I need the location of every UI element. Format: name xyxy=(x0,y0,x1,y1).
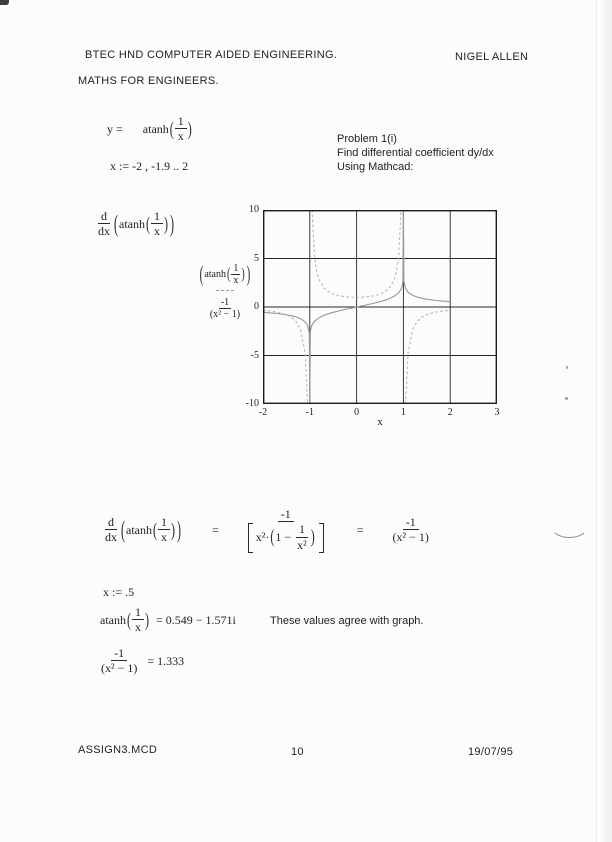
scan-edge-line xyxy=(596,0,597,842)
numerator: 1 xyxy=(158,516,170,530)
denominator: x xyxy=(233,275,239,287)
atanh-fn: atanh xyxy=(100,613,126,628)
numerator: 1 xyxy=(175,115,187,129)
x-tick-label: 3 xyxy=(494,407,500,418)
close-paren: ) xyxy=(246,262,251,288)
open-paren: ( xyxy=(121,514,125,544)
header-subject: MATHS FOR ENGINEERS. xyxy=(78,75,219,87)
denominator xyxy=(245,522,327,552)
numerator: -1 xyxy=(403,516,419,530)
open-paren: ( xyxy=(127,608,131,631)
footer-page-number: 10 xyxy=(291,746,304,758)
close-paren: ) xyxy=(171,518,175,541)
numerator: d xyxy=(105,516,117,530)
atanh-fn: atanh xyxy=(142,122,169,137)
problem-statement xyxy=(337,132,494,174)
d-over-dx xyxy=(95,210,113,239)
one-minus: 1 − xyxy=(275,530,292,545)
d-over-dx xyxy=(102,516,120,545)
x-tick-label: 1 xyxy=(400,407,406,418)
scan-speck xyxy=(565,397,568,400)
numerator: 1 xyxy=(296,523,308,537)
fraction-1-over-x xyxy=(158,516,170,545)
equation-y-definition xyxy=(107,115,193,144)
denominator: x xyxy=(177,129,184,144)
atanh-expression xyxy=(143,115,193,144)
denominator: (x² − 1) xyxy=(101,661,138,676)
header-course: BTEC HND COMPUTER AIDED ENGINEERING. xyxy=(85,49,338,61)
scan-edge-shading xyxy=(599,0,612,842)
denominator: x² xyxy=(297,537,307,552)
x-tick-label: -2 xyxy=(258,407,268,418)
equation-derivative-operator xyxy=(95,210,175,239)
denominator: x xyxy=(154,224,160,239)
problem-line1: Problem 1(i) xyxy=(337,133,397,145)
equals-sign: = xyxy=(356,522,364,537)
close-paren: ) xyxy=(164,212,168,235)
x-tick-label: -1 xyxy=(305,407,314,418)
trace1-expression xyxy=(199,263,252,287)
close-paren: ) xyxy=(241,266,245,284)
agreement-note: These values agree with graph. xyxy=(270,615,424,627)
y-lhs: y = xyxy=(107,122,123,137)
fraction-1-over-x xyxy=(231,263,240,287)
intermediate-fraction xyxy=(245,508,327,553)
equation-fraction-evaluation xyxy=(98,647,184,676)
atanh-fn: atanh xyxy=(119,217,145,232)
close-paren: ) xyxy=(187,117,192,140)
footer-filename: ASSIGN3.MCD xyxy=(78,744,158,756)
denominator: dx xyxy=(105,530,117,545)
evaluation-result: = 1.333 xyxy=(147,654,185,669)
evaluation-result: = 0.549 − 1.571i xyxy=(156,613,236,628)
scan-speck xyxy=(566,366,568,369)
problem-line3: Using Mathcad: xyxy=(337,161,414,173)
fraction-1-over-x xyxy=(175,115,187,144)
open-paren: ( xyxy=(270,525,275,548)
numerator: 1 xyxy=(132,606,144,620)
problem-line2: Find differential coefficient dy/dx xyxy=(337,147,494,159)
numerator: 1 xyxy=(233,263,239,274)
y-tick-label: 5 xyxy=(254,252,259,264)
numerator: -1 xyxy=(111,647,127,661)
trace1-linestyle-sample xyxy=(216,290,234,291)
atanh-expression xyxy=(100,606,150,635)
atanh-expression xyxy=(119,210,169,239)
numerator: -1 xyxy=(220,296,230,308)
denominator: x xyxy=(161,530,167,545)
simplified-fraction xyxy=(390,516,432,545)
numerator: -1 xyxy=(278,508,294,522)
plot-svg xyxy=(263,210,497,404)
denominator: (x² − 1) xyxy=(392,530,429,545)
equation-atanh-evaluation xyxy=(100,606,236,635)
denominator: x xyxy=(135,620,141,635)
x-tick-label: 0 xyxy=(354,407,360,418)
x-axis-label: x xyxy=(377,416,383,428)
equals-sign: = xyxy=(212,522,219,537)
close-bracket xyxy=(319,523,324,552)
x-tick-label: 2 xyxy=(447,407,453,418)
fraction-1-over-x-squared xyxy=(294,523,310,552)
equation-x-value: x := .5 xyxy=(103,585,135,599)
atanh-fn: atanh xyxy=(126,522,152,537)
equation-derivative-identity xyxy=(102,508,432,553)
open-paren: ( xyxy=(226,266,231,284)
x-squared-times: x²· xyxy=(255,530,270,545)
fraction-1-over-x xyxy=(132,606,144,635)
close-paren: ) xyxy=(310,525,315,548)
numerator: 1 xyxy=(151,210,163,224)
open-bracket xyxy=(248,523,253,552)
atanh-fn: atanh xyxy=(204,269,226,281)
y-tick-label: 10 xyxy=(249,204,259,215)
close-paren: ) xyxy=(145,608,149,631)
fraction-expression xyxy=(98,647,140,676)
y-tick-label: 0 xyxy=(254,301,259,312)
equation-range-definition: x := -2 , -1.9 .. 2 xyxy=(110,159,189,173)
open-paren: ( xyxy=(169,117,174,140)
derivative-lhs xyxy=(102,516,182,545)
denominator: (x² − 1) xyxy=(209,308,241,320)
pen-mark xyxy=(550,512,589,538)
graph-plot xyxy=(245,204,500,428)
fraction-1-over-x xyxy=(151,210,163,239)
footer-date: 19/07/95 xyxy=(468,746,514,758)
close-paren: ) xyxy=(170,209,174,238)
y-tick-label: -5 xyxy=(250,349,259,361)
y-tick-label: -10 xyxy=(245,398,259,409)
scan-corner-artifact xyxy=(0,0,9,5)
open-paren: ( xyxy=(114,209,118,238)
atanh-expression xyxy=(126,516,176,545)
open-paren: ( xyxy=(146,212,150,235)
header-author: NIGEL ALLEN xyxy=(455,51,529,63)
open-paren: ( xyxy=(153,518,157,541)
numerator: d xyxy=(98,210,110,224)
open-paren: ( xyxy=(199,262,204,288)
denominator: dx xyxy=(98,224,110,239)
close-paren: ) xyxy=(177,514,181,544)
